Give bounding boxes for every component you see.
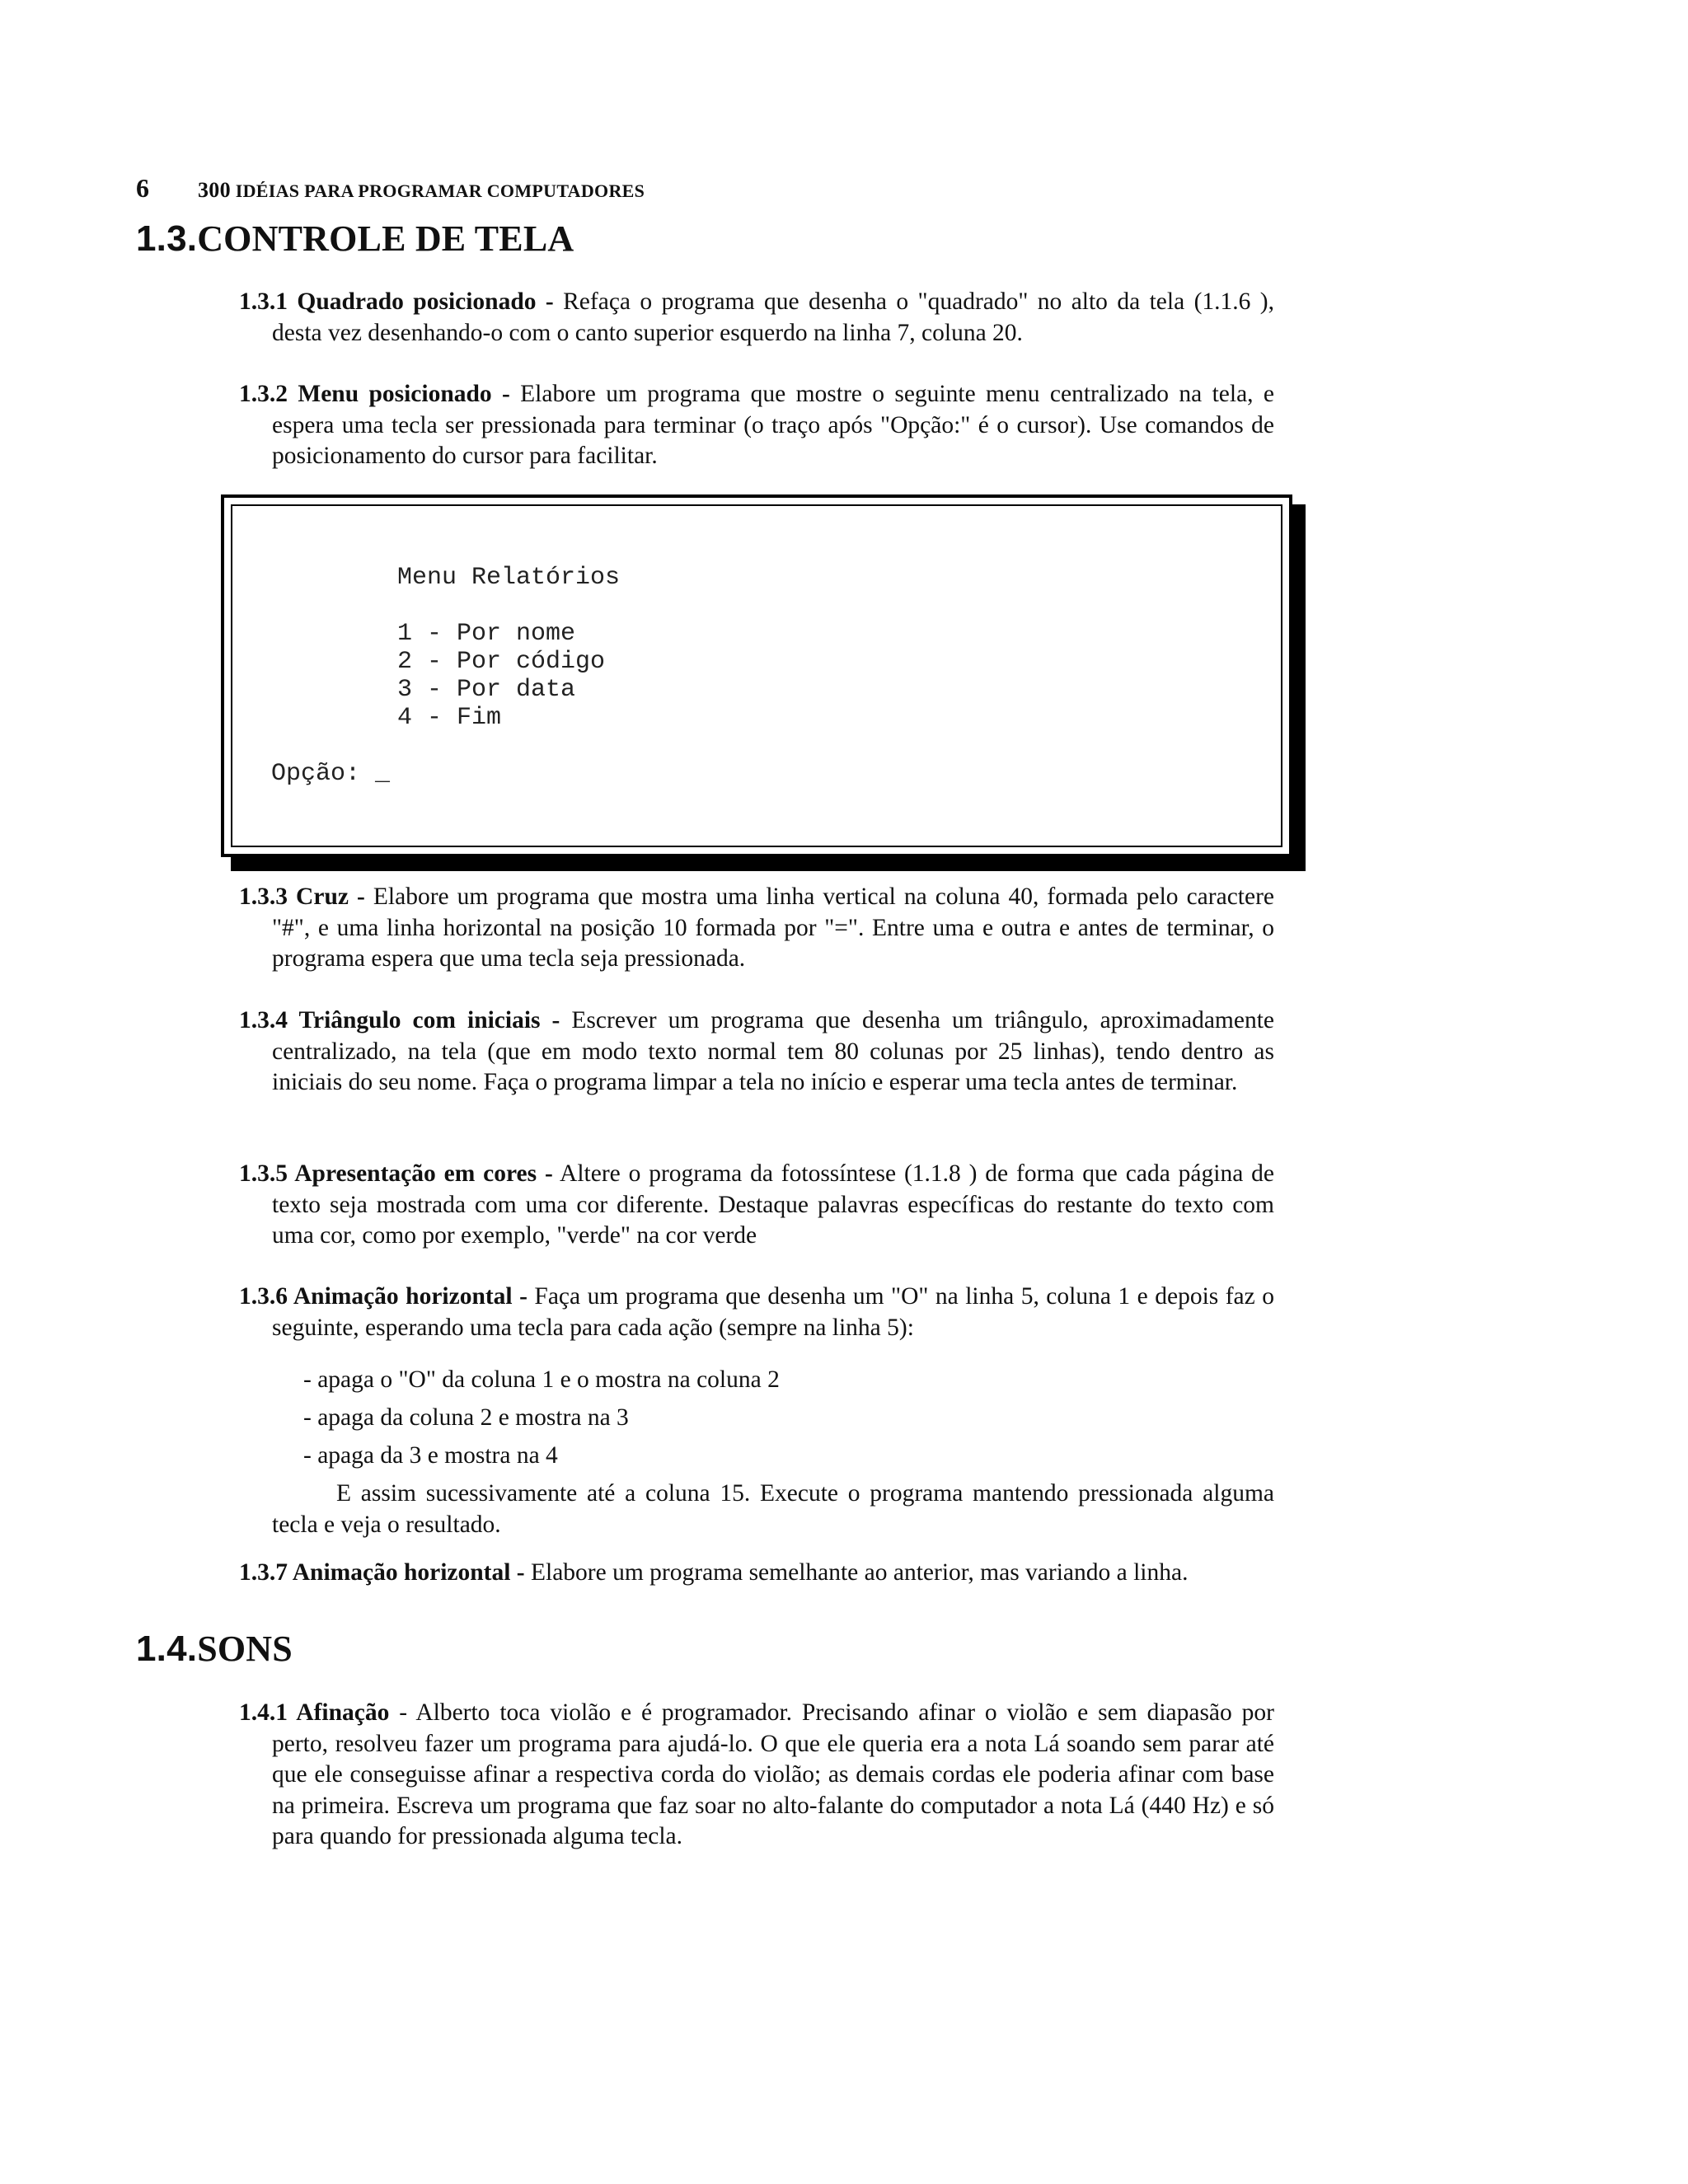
exercise-1-3-6	[239, 1282, 1274, 1343]
animation-step: - apaga da coluna 2 e mostra na 3	[303, 1404, 629, 1431]
exercise-1-4-1	[239, 1698, 1274, 1853]
menu-option: 3 - Por data	[397, 676, 576, 704]
text-screen-box	[221, 494, 1292, 857]
exercise-1-3-5	[239, 1159, 1274, 1252]
menu-title: Menu Relatórios	[397, 564, 621, 592]
menu-option: 2 - Por código	[397, 648, 606, 676]
book-title-number: 300	[198, 178, 231, 202]
exercise-label: 1.3.1 Quadrado posicionado -	[239, 288, 554, 315]
page-number: 6	[136, 173, 149, 203]
exercise-text: Elabore um programa semelhante ao anterior, mas variando a linha.	[524, 1559, 1189, 1586]
exercise-text: Altere o programa da fotossíntese (1.1.8 ) de forma que cada página de texto seja mostrada com uma cor diferente. Destaque palavras específicas do restante do texto com uma cor, como por exemplo, "verde" na cor verde	[272, 1160, 1274, 1249]
book-title-text: IDÉIAS PARA PROGRAMAR COMPUTADORES	[230, 180, 645, 201]
exercise-text: Elabore um programa que mostra uma linha vertical na coluna 40, formada pelo caractere "#", e uma linha horizontal na posição 10 formada por "=". Entre uma e outra e antes de terminar, o programa espera que uma tecla seja pressionada.	[272, 883, 1274, 972]
menu-option: 4 - Fim	[397, 704, 502, 732]
option-prompt: Opção: _	[271, 760, 391, 788]
animation-step: - apaga o "O" da coluna 1 e o mostra na coluna 2	[303, 1366, 780, 1393]
exercise-label: 1.3.6 Animação horizontal -	[239, 1283, 528, 1310]
exercise-text: Faça um programa que desenha um "O" na linha 5, coluna 1 e depois faz o seguinte, esperando uma tecla para cada ação (sempre na linha 5):	[272, 1283, 1274, 1341]
exercise-label: 1.3.5 Apresentação em cores -	[239, 1160, 553, 1187]
section-title-text: CONTROLE DE TELA	[197, 218, 574, 259]
section-title-text: SONS	[197, 1629, 293, 1669]
exercise-text: Elabore um programa que mostre o seguinte menu centralizado na tela, e espera uma tecla ser pressionada para terminar (o traço após "Opção:" é o cursor). Use comandos de posicionamento do cursor para facilitar.	[272, 381, 1274, 469]
animation-step: - apaga da 3 e mostra na 4	[303, 1442, 558, 1469]
section-title-1-4	[136, 1628, 293, 1670]
exercise-1-3-4	[239, 1005, 1274, 1099]
exercise-1-3-7	[239, 1558, 1274, 1589]
exercise-label: 1.3.2 Menu posicionado -	[239, 381, 510, 407]
exercise-text: Escrever um programa que desenha um triângulo, aproximadamente centralizado, na tela (que em modo texto normal tem 80 colunas por 25 linhas), tendo dentro as iniciais do seu nome. Faça o programa limpar a tela no início e esperar uma tecla antes de terminar.	[272, 1007, 1274, 1095]
exercise-1-3-3	[239, 882, 1274, 975]
exercise-text: - Alberto toca violão e é programador. Precisando afinar o violão e sem diapasão por perto, resolveu fazer um programa para ajudá-lo. O que ele queria era a nota Lá soando sem parar até que ele conseguisse afinar a respectiva corda do violão; as demais cordas ele poderia afinar com base na primeira. Escreva um programa que faz soar no alto-falante do computador a nota Lá (440 Hz) e só para quando for pressionada alguma tecla.	[272, 1699, 1274, 1849]
section-number: 1.4.	[136, 1629, 198, 1669]
exercise-label: 1.4.1 Afinação	[239, 1699, 390, 1726]
animation-closing: E assim sucessivamente até a coluna 15. Execute o programa mantendo pressionada alguma tecla e veja o resultado.	[272, 1480, 1274, 1538]
exercise-label: 1.3.3 Cruz -	[239, 883, 365, 910]
exercise-1-3-2	[239, 379, 1274, 472]
running-head	[136, 173, 645, 206]
exercise-1-3-1	[239, 287, 1274, 349]
screen-inner-border	[231, 504, 1282, 847]
book-title	[198, 178, 645, 203]
menu-option: 1 - Por nome	[397, 620, 576, 648]
exercise-text: Refaça o programa que desenha o "quadrado" no alto da tela (1.1.6 ), desta vez desenhando-o com o canto superior esquerdo na linha 7, coluna 20.	[272, 288, 1274, 346]
exercise-label: 1.3.7 Animação horizontal -	[239, 1559, 525, 1586]
exercise-label: 1.3.4 Triângulo com iniciais -	[239, 1007, 560, 1033]
section-number: 1.3.	[136, 218, 198, 259]
section-title-1-3	[136, 218, 574, 260]
